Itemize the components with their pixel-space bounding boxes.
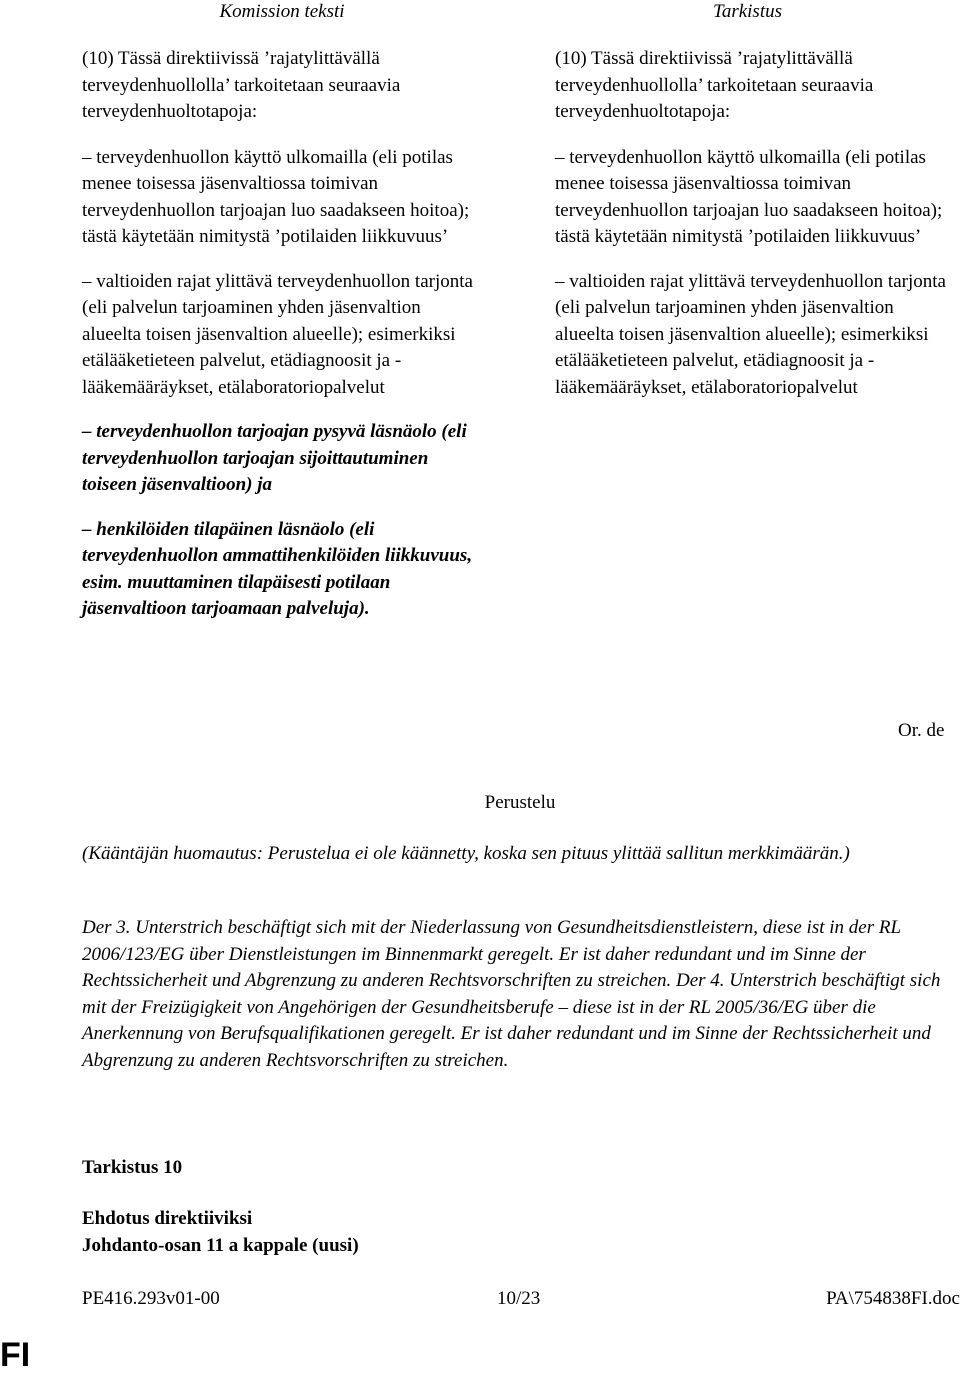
original-language-marker: Or. de [898,720,945,741]
language-code: FI [0,1336,31,1374]
left-indent-2: – valtioiden rajat ylittävä terveydenhuollon tarjonta (eli palvelun tarjoaminen yhden jäsenvaltion alueelta toisen jäsenvaltion alueelle); esimerkiksi etälääketieteen palvelut, etädiagnoosit ja -lääkemääräykset, etälaboratoriopalvelut [82,270,473,398]
proposal-title: Ehdotus direktiiviksi [82,1208,253,1229]
left-indent-3-deleted: – terveydenhuollon tarjoajan pysyvä läsnäolo (eli terveydenhuollon tarjoajan sijoittautuminen toiseen jäsenvaltioon) ja [82,421,467,495]
left-indent-1: – terveydenhuollon käyttö ulkomailla (eli potilas menee toisessa jäsenvaltiossa toimivan terveydenhuollon tarjoajan luo saadakseen hoitoa); tästä käytetään nimitystä ’potilaiden liikkuvuus’ [82,146,470,247]
footer-page-number: 10/23 [497,1288,541,1309]
footer-document-reference: PE416.293v01-00 [82,1288,220,1309]
amendment-number: Tarkistus 10 [82,1157,183,1178]
justification-text: Der 3. Unterstrich beschäftigt sich mit der Niederlassung von Gesundheitsdienstleistern, diese ist in der RL 2006/123/EG über Dienstleistungen im Binnenmarkt geregelt. Er ist daher redundant und im Sinne der Rechtssicherheit und Abgrenzung zu anderen Rechtsvorschriften zu streichen. Der 4. Unterstrich beschäftigt sich mit der Freizügigkeit von Angehörigen der Gesundheitsberufe – diese ist in der RL 2005/36/EG über die Anerkennung von Berufsqualifikationen geregelt. Er ist daher redundant und im Sinne der Rechtssicherheit und Abgrenzung zu anderen Rechtsvorschriften zu streichen. [82,917,941,1071]
proposal-reference: Johdanto-osan 11 a kappale (uusi) [82,1234,359,1256]
proposal-block [82,1206,359,1259]
translator-note: (Kääntäjän huomautus: Perustelua ei ole käännetty, koska sen pituus ylittää sallitun merkkimäärän.) [82,843,850,864]
right-intro-paragraph: (10) Tässä direktiivissä ’rajatylittävällä terveydenhuollolla’ tarkoitetaan seuraavia terveydenhuoltotapoja: [555,48,874,122]
right-column-heading: Tarkistus [713,1,782,22]
left-intro-paragraph: (10) Tässä direktiivissä ’rajatylittävällä terveydenhuollolla’ tarkoitetaan seuraavia terveydenhuoltotapoja: [82,48,401,122]
justification-title: Perustelu [484,792,556,813]
footer-file-name: PA\754838FI.doc [826,1288,960,1309]
amendment-column [555,46,955,419]
right-indent-2: – valtioiden rajat ylittävä terveydenhuollon tarjonta (eli palvelun tarjoaminen yhden jäsenvaltion alueelta toisen jäsenvaltion alueelle); esimerkiksi etälääketieteen palvelut, etädiagnoosit ja -lääkemääräykset, etälaboratoriopalvelut [555,270,946,398]
left-column-heading: Komission teksti [219,1,345,22]
commission-text-column [82,46,482,641]
left-indent-4-deleted: – henkilöiden tilapäinen läsnäolo (eli terveydenhuollon ammattihenkilöiden liikkuvuus, esim. muuttaminen tilapäisesti potilaan jäsenvaltioon tarjoamaan palveluja). [82,518,473,619]
right-indent-1: – terveydenhuollon käyttö ulkomailla (eli potilas menee toisessa jäsenvaltiossa toimivan terveydenhuollon tarjoajan luo saadakseen hoitoa); tästä käytetään nimitystä ’potilaiden liikkuvuus’ [555,146,943,247]
